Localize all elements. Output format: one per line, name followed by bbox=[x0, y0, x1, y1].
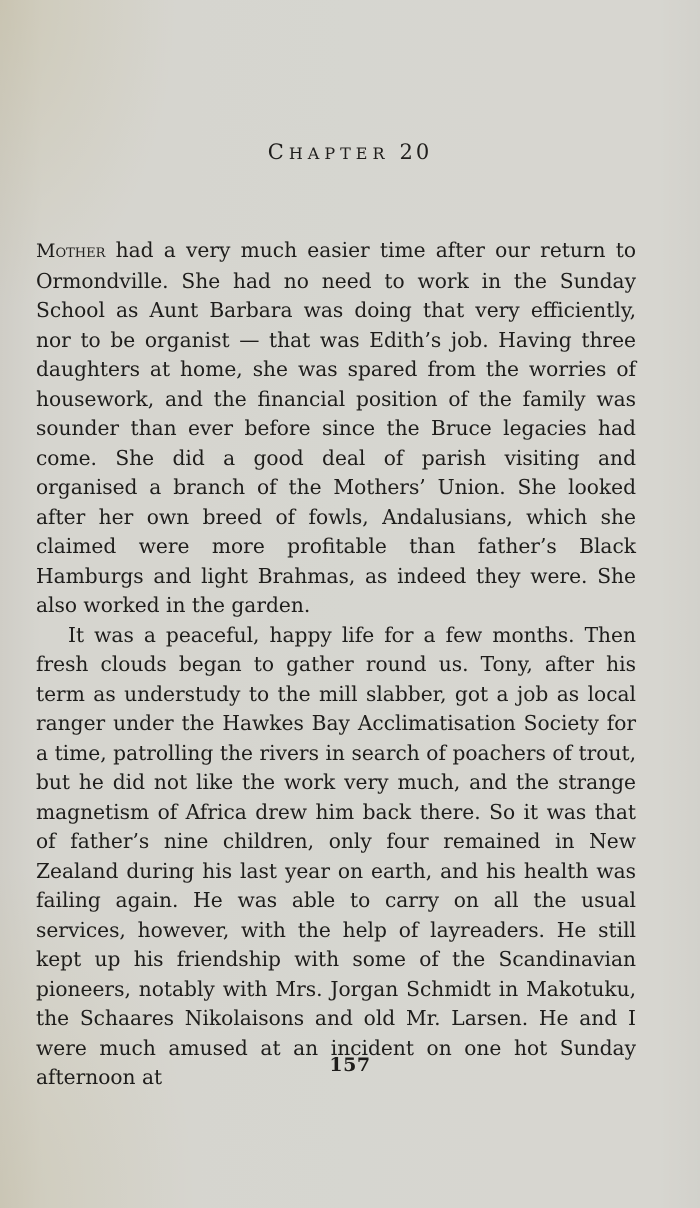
page-number: 157 bbox=[329, 1054, 371, 1076]
chapter-heading bbox=[0, 140, 700, 164]
chapter-word-rest: HAPTER bbox=[288, 144, 390, 163]
paragraph-2: It was a peaceful, happy life for a few months. Then fresh clouds began to gather round us. Tony, after his term as understudy to the mill slabber, got a job as local ranger under the Hawkes Bay Acclimatisation Society for a time, patrolling the rivers in search of poachers of trout, but he did not like the work very much, and the strange magnetism of Africa drew him back there. So it was that of father’s nine children, only four remained in New Zealand during his last year on earth, and his health was failing again. He was able to carry on all the usual services, however, with the help of layreaders. He still kept up his friendship with some of the Scandinavian pioneers, notably with Mrs. Jorgan Schmidt in Makotuku, the Schaares Nikolaisons and old Mr. Larsen. He and I were much amused at an incident on one hot Sunday afternoon at bbox=[36, 622, 636, 1089]
chapter-word bbox=[268, 140, 390, 164]
chapter-word-initial: C bbox=[267, 140, 289, 164]
paragraph-1-text: had a very much easier time after our return to Ormondville. She had no need to work in the Sunday School as Aunt Barbara was doing that very efficiently, nor to be organist — that was Edith’s job. Having three daughters at home, she was spared from the worries of housework, and the financial position of the family was sounder than ever before since the Bruce legacies had come. She did a good deal of parish visiting and organised a branch of the Mothers’ Union. She looked after her own breed of fowls, Andalusians, which she claimed were more profitable than father’s Black Hamburgs and light Brahmas, as indeed they were. She also worked in the garden. bbox=[36, 238, 636, 617]
chapter-number: 20 bbox=[399, 140, 433, 164]
paragraph-1 bbox=[36, 236, 636, 621]
body-text bbox=[36, 236, 636, 1093]
paragraph-1-lead-word: Mother bbox=[36, 240, 106, 262]
